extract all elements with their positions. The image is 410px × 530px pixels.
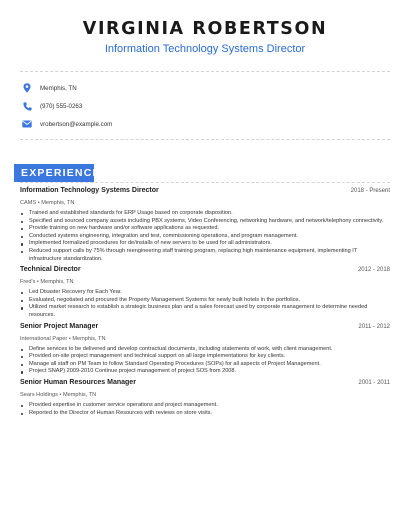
contact-list — [0, 72, 410, 133]
job-organization: Fred's • Memphis, TN — [20, 279, 74, 286]
job-dates: 2018 - Present — [350, 188, 390, 194]
job-entry — [20, 266, 390, 319]
job-header — [20, 187, 390, 198]
bullet-item: Specified and sourced company assets including PBX systems, Video Conferencing, networking hardware, and network/telephony connectivity. — [29, 218, 390, 226]
job-entry — [20, 187, 390, 263]
job-entry — [20, 323, 390, 376]
contact-phone-text: (970) 555-0263 — [40, 102, 83, 110]
candidate-title: Information Technology Systems Director — [104, 43, 306, 55]
job-bullets — [20, 402, 390, 417]
section-heading-experience: EXPERIENCE — [14, 164, 94, 182]
contact-location-text: Memphis, TN — [40, 84, 77, 92]
bullet-item: Utilized market research to establish a strategic business plan and a sales forecast used by corporate management to determine needed resources. — [29, 304, 390, 319]
job-dates: 2001 - 2011 — [358, 379, 390, 386]
job-bullets — [20, 346, 390, 376]
job-bullets — [20, 289, 390, 319]
contact-location — [22, 79, 390, 97]
bullet-item: Provided on-site project management and technical support on all large implementations for key clients. — [29, 353, 390, 361]
candidate-name: VIRGINIA ROBERTSON — [82, 19, 328, 39]
bullet-item: Trained and established standards for ERP Usage based on corporate disposition. — [29, 210, 390, 218]
bullet-item: Provided expertise in customer service operations and project management. — [29, 402, 390, 410]
job-organization: CAMS • Memphis, TN — [20, 200, 75, 206]
job-dates: 2011 - 2012 — [358, 323, 390, 330]
job-organization: International Paper • Memphis, TN — [20, 335, 106, 342]
bullet-item: Led Disaster Recovery for Each Year. — [29, 289, 390, 297]
location-pin-icon — [22, 83, 32, 93]
bullet-item: Project SNAP) 2009-2010 Continue project management of project SOS from 2008. — [29, 368, 390, 376]
job-title: Information Technology Systems Director — [20, 187, 159, 194]
job-header — [20, 379, 390, 390]
job-title: Senior Human Resources Manager — [20, 378, 136, 386]
experience-list — [0, 183, 410, 417]
job-dates: 2012 - 2018 — [357, 267, 390, 274]
contact-divider — [20, 139, 390, 140]
job-header — [20, 323, 390, 334]
contact-email — [22, 115, 390, 133]
job-title: Senior Project Manager — [20, 322, 99, 330]
contact-email-text: vrobertson@example.com — [40, 120, 113, 128]
email-icon — [22, 119, 32, 129]
bullet-item: Define services to be delivered and develop contractual documents, including statements of work, with client management. — [29, 346, 390, 354]
resume-header — [0, 0, 410, 55]
bullet-item: Reduced support calls by 75% through reengineering staff training program, replacing high maintenance equipment, implementing IT infrastructure standardization. — [29, 248, 390, 263]
job-entry — [20, 379, 390, 417]
bullet-item: Manage all staff on PM Team to follow Standard Operating Procedures (SOPs) for all aspects of Project Management. — [29, 361, 390, 369]
contact-phone — [22, 97, 390, 115]
bullet-item: Provide training on new hardware and/or software applications as requested. — [29, 225, 390, 233]
bullet-item: Conducted systems engineering, integration and test, commissioning operations, and program management. — [29, 233, 390, 241]
job-header — [20, 266, 390, 277]
job-organization: Sears Holdings • Memphis, TN — [20, 391, 97, 398]
job-title: Technical Director — [20, 266, 81, 274]
bullet-item: Evaluated, negotiated and procured the Property Management Systems for newly built hotels in the portfolios. — [29, 297, 390, 305]
job-bullets — [20, 210, 390, 263]
bullet-item: Implemented formalized procedures for de/installs of new servers to be used for all administrators. — [29, 240, 390, 248]
phone-icon — [22, 101, 32, 111]
bullet-item: Reported to the Director of Human Resources with reviews on store visits. — [29, 410, 390, 418]
